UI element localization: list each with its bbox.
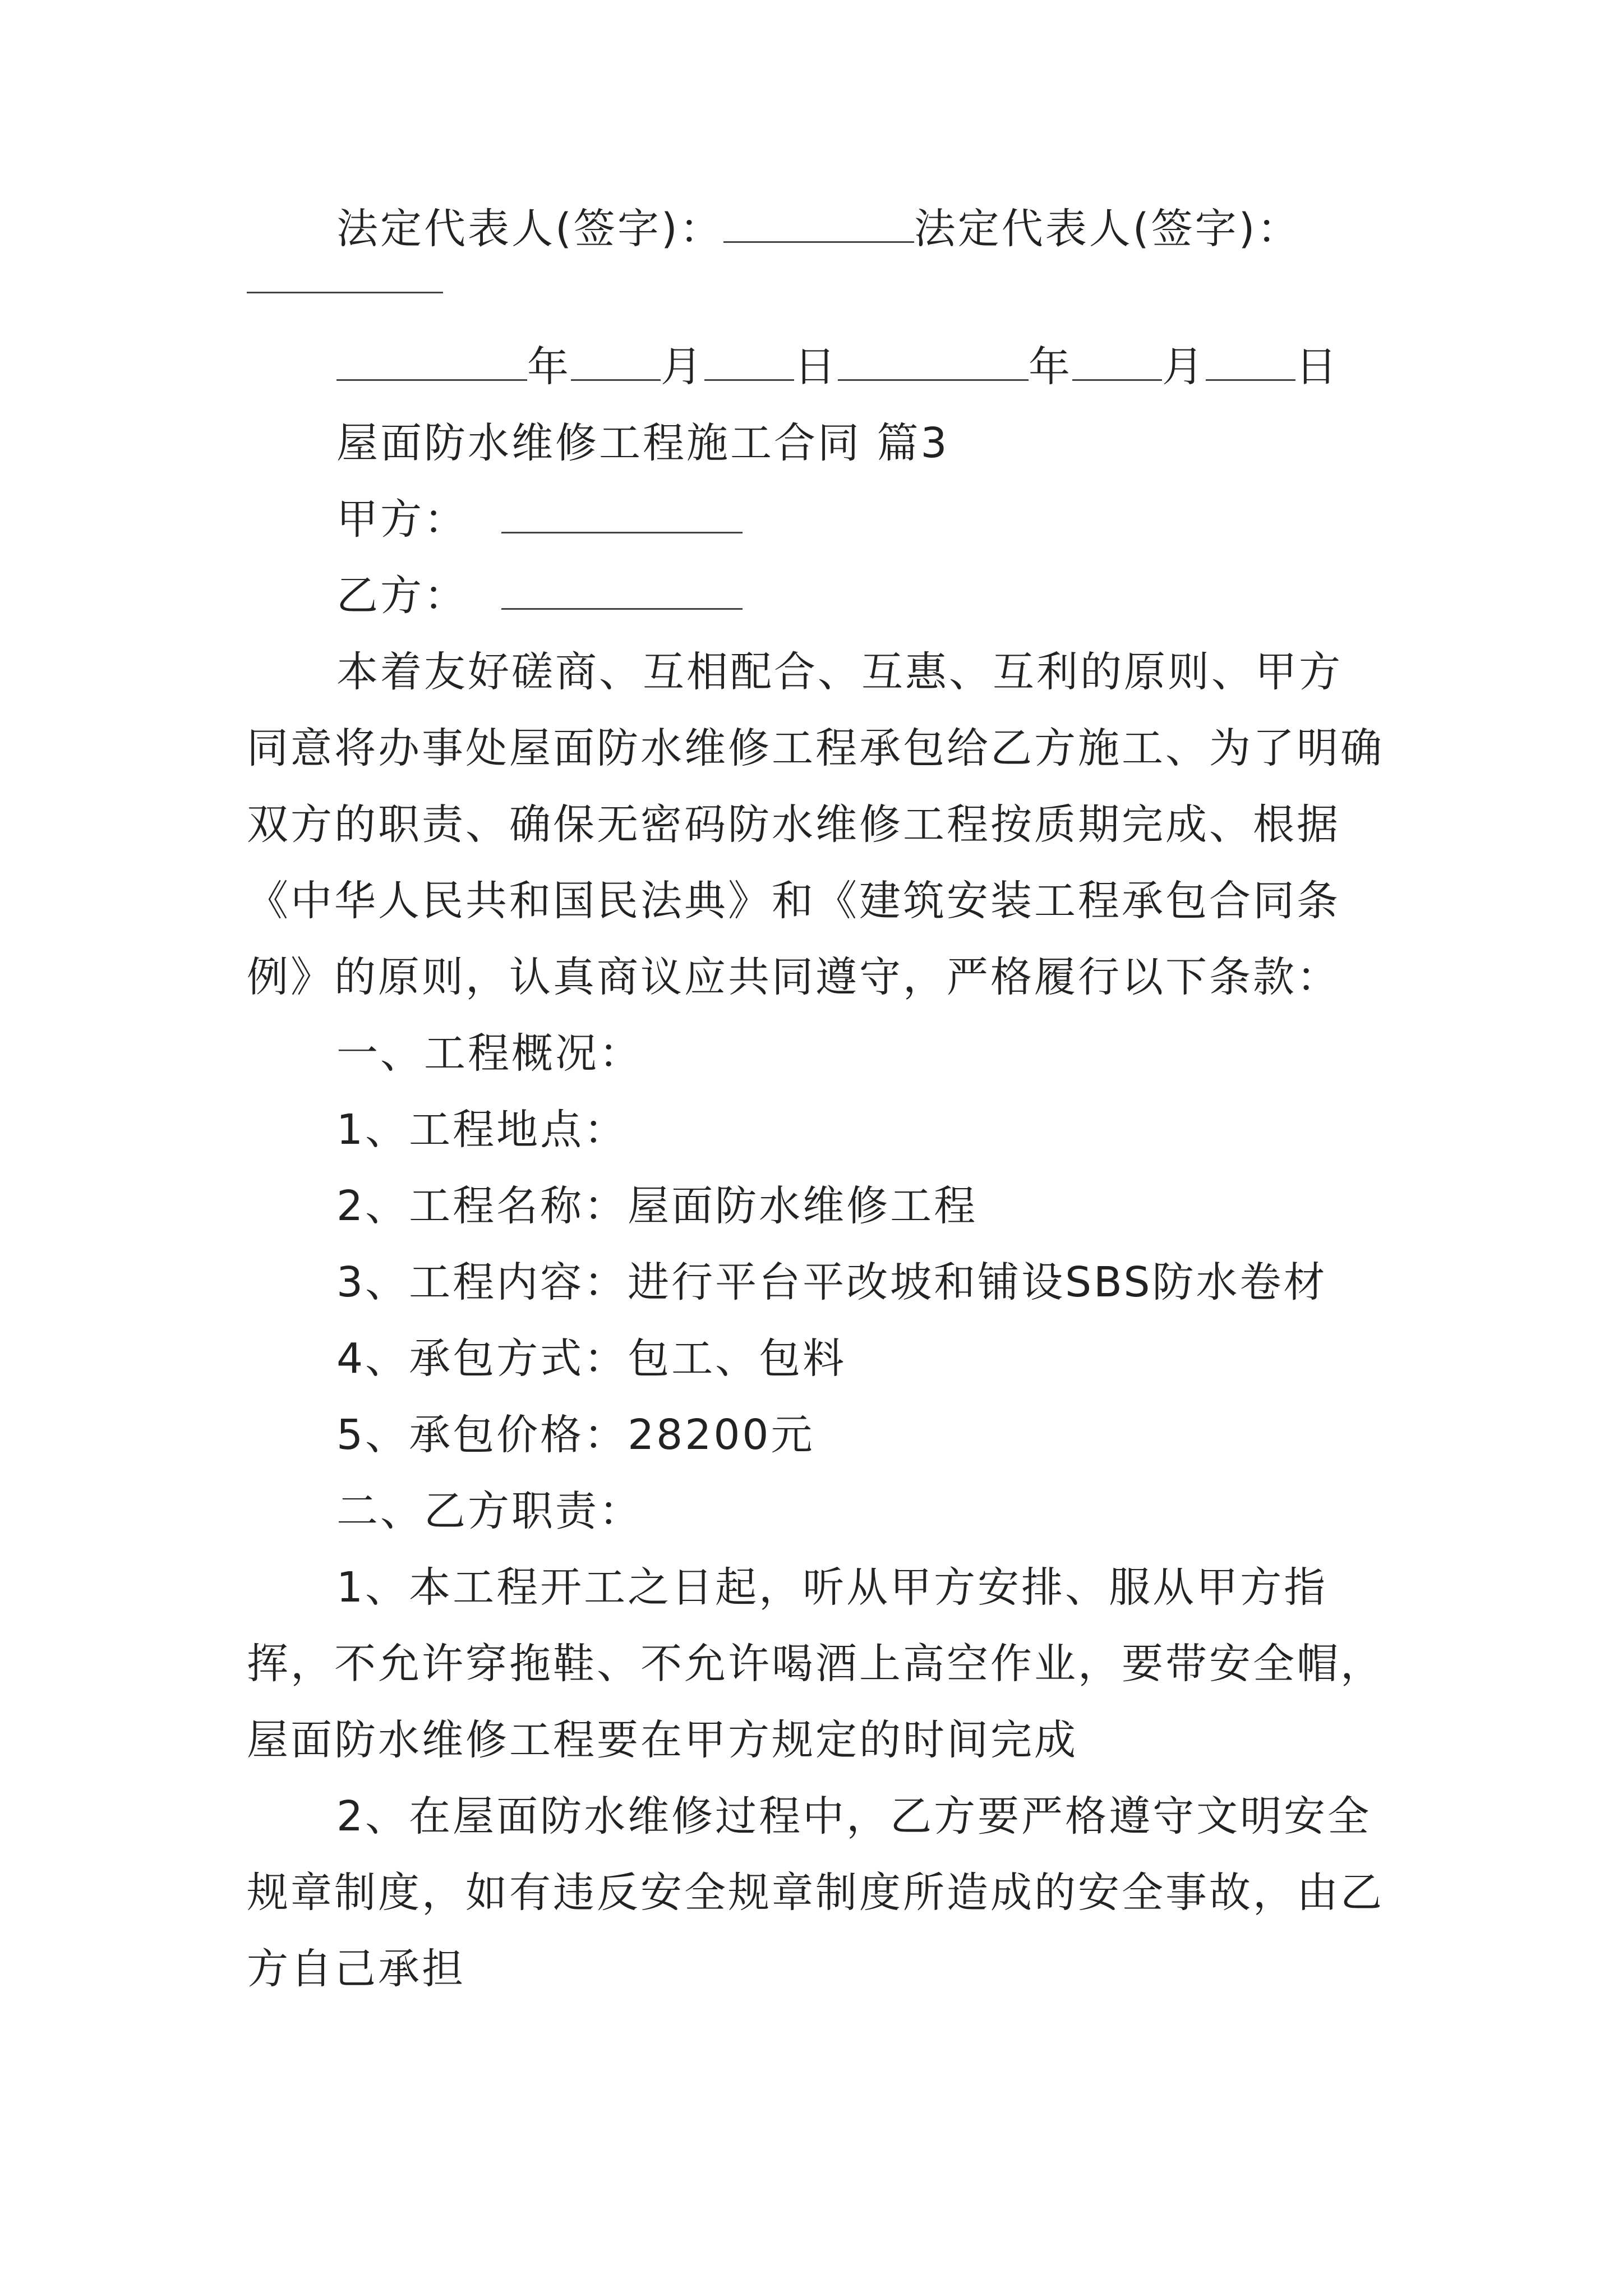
date-day-label-1: 日: [794, 343, 838, 391]
contract-heading: 屋面防水维修工程施工合同 篇3: [336, 419, 949, 467]
section1-title: 一、工程概况：: [336, 1029, 643, 1078]
date-year-blank-1: [336, 346, 527, 381]
intro-paragraph: 本着友好磋商、互相配合、互惠、互利的原则、甲方同意将办事处屋面防水维修工程承包给乙方施工、为了明确双方的职责、确保无密码防水维修工程按质期完成、根据《中华人民共和国民法典》和《建筑安装工程承包合同条例》的原则，认真商议应共同遵守，严格履行以下条款：: [247, 648, 1384, 1001]
signature-row: [247, 191, 1385, 267]
party-b-row: [247, 558, 1385, 634]
section1-item: 5、承包价格：28200元: [336, 1411, 815, 1459]
party-a-blank: [501, 498, 743, 533]
date-month-label-2: 月: [1162, 343, 1206, 391]
section1-item: 4、承包方式：包工、包料: [336, 1335, 847, 1383]
date-year-label-1: 年: [527, 343, 571, 391]
date-day-label-2: 日: [1295, 343, 1339, 391]
legal-rep-left-label: 法定代表人(签字)：: [336, 205, 723, 253]
legal-rep-right-label: 法定代表人(签字)：: [914, 205, 1301, 253]
section1-item: 2、工程名称：屋面防水维修工程: [336, 1182, 978, 1230]
section2-title: 二、乙方职责：: [336, 1487, 643, 1535]
party-b-blank: [501, 574, 743, 610]
section2-paragraph: 2、在屋面防水维修过程中，乙方要严格遵守文明安全规章制度，如有违反安全规章制度所造成的安全事故，由乙方自己承担: [247, 1792, 1384, 1993]
date-day-blank-2: [1206, 346, 1295, 381]
document-page: [247, 191, 1385, 2007]
date-row: [247, 329, 1385, 405]
section1-item: 1、工程地点：: [336, 1106, 628, 1154]
date-year-blank-2: [838, 346, 1029, 381]
signature-line: [247, 191, 1385, 267]
date-month-blank-2: [1072, 346, 1162, 381]
section1-item: 3、工程内容：进行平台平改坡和铺设SBS防水卷材: [336, 1258, 1327, 1306]
date-day-blank-1: [704, 346, 794, 381]
date-month-label-1: 月: [661, 343, 704, 391]
date-year-label-2: 年: [1029, 343, 1072, 391]
party-b-label: 乙方：: [336, 572, 468, 620]
party-a-label: 甲方：: [336, 495, 468, 544]
legal-rep-right-blank: [247, 292, 443, 293]
section2-paragraph: 1、本工程开工之日起，听从甲方安排、服从甲方指挥，不允许穿拖鞋、不允许喝酒上高空作业，要带安全帽，屋面防水维修工程要在甲方规定的时间完成: [247, 1563, 1384, 1764]
legal-rep-left-blank: [723, 208, 914, 243]
date-month-blank-1: [571, 346, 661, 381]
party-a-row: [247, 481, 1385, 558]
